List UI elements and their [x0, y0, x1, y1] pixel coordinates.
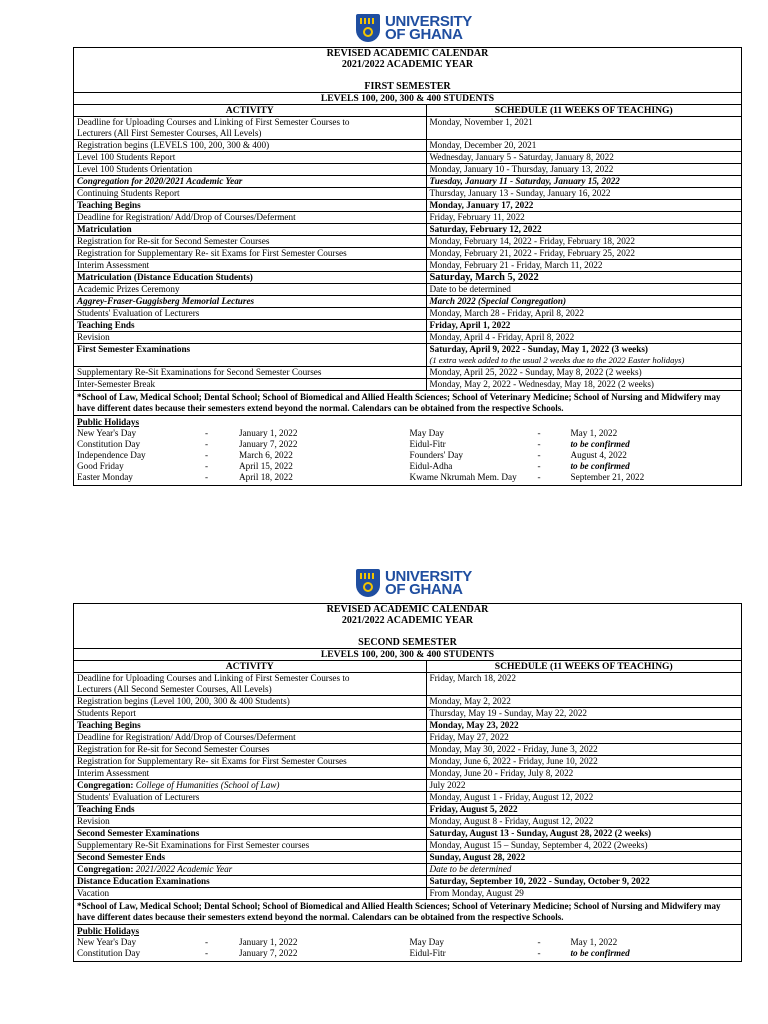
schedule-cell: [426, 200, 741, 212]
schedule-text: Friday, May 27, 2022: [429, 732, 509, 742]
table-row: [74, 673, 741, 696]
schedule-text: Monday, January 10 - Thursday, January 13, 2022: [429, 164, 614, 174]
holiday-dash: -: [537, 472, 541, 482]
table-row: [74, 852, 741, 864]
activity-detail: 2021/2022 Academic Year: [133, 864, 233, 874]
holiday-dash: -: [205, 937, 209, 947]
table-row: [74, 164, 741, 176]
activity-text: Aggrey-Fraser-Guggisberg Memorial Lectures: [77, 296, 255, 306]
table-row: [74, 248, 741, 260]
table-row: [74, 379, 741, 391]
activity-text: Students' Evaluation of Lecturers: [77, 792, 200, 802]
activity-cell: [74, 248, 426, 260]
schedule-cell: [426, 708, 741, 720]
schedule-cell: [426, 320, 741, 332]
holiday-name: New Year's Day: [77, 428, 137, 438]
table-row: [74, 200, 741, 212]
activity-cell: [74, 379, 426, 391]
holiday-name: Eidul-Fitr: [409, 948, 446, 958]
schedule-text: March 2022 (Special Congregation): [429, 296, 567, 306]
schedule-cell: [426, 164, 741, 176]
table-row: [74, 224, 741, 236]
activity-text: Registration for Re-sit for Second Semester Courses: [77, 744, 270, 754]
schedule-cell: [426, 272, 741, 284]
table-header: [74, 661, 741, 673]
schedule-text: Thursday, January 13 - Sunday, January 16, 2022: [429, 188, 611, 198]
schedule-cell: [426, 308, 741, 320]
activity-text: Second Semester Examinations: [77, 828, 200, 838]
table-row: [74, 296, 741, 308]
activity-cell: [74, 164, 426, 176]
holiday-dash: -: [205, 472, 209, 482]
activity-text: Teaching Begins: [77, 200, 141, 210]
schedule-cell: [426, 296, 741, 308]
activity-cell: [74, 804, 426, 816]
schedule-cell: [426, 744, 741, 756]
schedule-text: Date to be determined: [429, 284, 511, 294]
table-row: [74, 344, 741, 367]
activity-cell: [74, 816, 426, 828]
activity-label: Congregation:: [77, 780, 134, 790]
activity-text: Registration for Re-sit for Second Semester Courses: [77, 236, 270, 246]
university-logo: [356, 14, 472, 42]
table-row: [74, 840, 741, 852]
activity-text: Academic Prizes Ceremony: [77, 284, 180, 294]
holiday-date: to be confirmed: [570, 461, 630, 471]
table-row: [74, 320, 741, 332]
activity-text: Deadline for Registration/ Add/Drop of Courses/Deferment: [77, 212, 296, 222]
calendar-title: REVISED ACADEMIC CALENDAR: [326, 604, 489, 615]
schedule-cell: [426, 852, 741, 864]
holiday-dash: -: [205, 439, 209, 449]
table-row: [74, 140, 741, 152]
holiday-name: Good Friday: [77, 461, 124, 471]
activity-cell: [74, 744, 426, 756]
schedule-cell: [426, 188, 741, 200]
schedule-cell: [426, 673, 741, 696]
schedule-cell: [426, 224, 741, 236]
activity-cell: [74, 780, 426, 792]
activity-text: Revision: [77, 332, 110, 342]
academic-year: 2021/2022 ACADEMIC YEAR: [341, 615, 474, 626]
schedule-cell: [426, 804, 741, 816]
schedule-cell: [426, 248, 741, 260]
schedule-text: Sunday, August 28, 2022: [429, 852, 526, 862]
activity-text: Teaching Begins: [77, 720, 141, 730]
schedule-text: Wednesday, January 5 - Saturday, January 8, 2022: [429, 152, 614, 162]
holiday-row: [410, 461, 739, 472]
holiday-date: April 18, 2022: [239, 472, 293, 482]
holiday-name: Constitution Day: [77, 439, 141, 449]
holiday-row: [77, 439, 406, 450]
holiday-name: Independence Day: [77, 450, 146, 460]
activity-label: Congregation:: [77, 864, 134, 874]
schedule-cell: [426, 367, 741, 379]
schedule-text: Monday, April 4 - Friday, April 8, 2022: [429, 332, 575, 342]
levels-heading: LEVELS 100, 200, 300 & 400 STUDENTS: [74, 92, 741, 104]
schedule-text: Monday, June 6, 2022 - Friday, June 10, 2022: [429, 756, 598, 766]
holiday-name: Eidul-Adha: [409, 461, 453, 471]
schedule-note: (1 extra week added to the usual 2 weeks due to the 2022 Easter holidays): [429, 355, 685, 365]
semester-title: SECOND SEMESTER: [358, 637, 457, 648]
table-row: [74, 308, 741, 320]
activity-cell: [74, 876, 426, 888]
holiday-name: Founders' Day: [409, 450, 463, 460]
schedule-text: Monday, June 20 - Friday, July 8, 2022: [429, 768, 574, 778]
public-holidays: [74, 415, 741, 485]
logo-text: [385, 570, 472, 596]
schedule-cell: [426, 236, 741, 248]
activity-text: Continuing Students Report: [77, 188, 180, 198]
activity-text: Level 100 Students Report: [77, 152, 176, 162]
activity-text: First Semester Examinations: [77, 344, 191, 354]
holiday-row: [410, 937, 739, 948]
logo-text: [385, 15, 472, 41]
schedule-text: Monday, December 20, 2021: [429, 140, 537, 150]
activity-text: Teaching Ends: [77, 320, 135, 330]
activity-header: ACTIVITY: [74, 661, 426, 673]
schedule-cell: [426, 864, 741, 876]
academic-year: 2021/2022 ACADEMIC YEAR: [341, 59, 474, 70]
table-row: [74, 188, 741, 200]
table-row: [74, 212, 741, 224]
holiday-date: January 7, 2022: [239, 439, 298, 449]
activity-cell: [74, 792, 426, 804]
schedule-cell: [426, 732, 741, 744]
schedule-text: Saturday, March 5, 2022: [429, 272, 539, 283]
calendar-table: [74, 660, 741, 899]
holidays-right: [410, 417, 739, 483]
holiday-dash: -: [537, 948, 541, 958]
holiday-row: [410, 948, 739, 959]
table-row: [74, 876, 741, 888]
activity-cell: [74, 673, 426, 696]
activity-cell: [74, 152, 426, 164]
activity-cell: [74, 768, 426, 780]
schedule-cell: [426, 816, 741, 828]
holidays-left: [77, 926, 406, 959]
holiday-date: to be confirmed: [570, 948, 630, 958]
table-row: [74, 888, 741, 900]
logo-line-2: OF GHANA: [385, 581, 463, 598]
activity-text-line2: Lecturers (All Second Semester Courses, All Levels): [77, 684, 272, 694]
holiday-row: [77, 461, 406, 472]
schedule-text: Friday, February 11, 2022: [429, 212, 525, 222]
activity-cell: [74, 200, 426, 212]
holiday-date: April 15, 2022: [239, 461, 293, 471]
activity-cell: [74, 708, 426, 720]
holiday-name: Easter Monday: [77, 472, 133, 482]
activity-text: Inter-Semester Break: [77, 379, 156, 389]
activity-text: Interim Assessment: [77, 768, 150, 778]
table-row: [74, 744, 741, 756]
activity-cell: [74, 224, 426, 236]
schedule-cell: [426, 379, 741, 391]
table-row: [74, 332, 741, 344]
activity-text: Teaching Ends: [77, 804, 135, 814]
schedule-cell: [426, 720, 741, 732]
schedule-cell: [426, 792, 741, 804]
schedule-cell: [426, 117, 741, 140]
activity-cell: [74, 344, 426, 367]
activity-cell: [74, 852, 426, 864]
logo-line-1: UNIVERSITY: [385, 568, 473, 585]
activity-text: Registration begins (LEVELS 100, 200, 300 & 400): [77, 140, 270, 150]
activity-cell: [74, 260, 426, 272]
schedule-text: Monday, April 25, 2022 - Sunday, May 8, 2022 (2 weeks): [429, 367, 642, 377]
holiday-date: March 6, 2022: [239, 450, 293, 460]
activity-text: Supplementary Re-Sit Examinations for Second Semester Courses: [77, 367, 322, 377]
activity-cell: [74, 284, 426, 296]
activity-cell: [74, 840, 426, 852]
holiday-row: [77, 450, 406, 461]
holiday-dash: -: [537, 439, 541, 449]
schedule-text: Monday, November 1, 2021: [429, 117, 533, 127]
activity-detail: College of Humanities (School of Law): [133, 780, 280, 790]
activity-text-line2: Lecturers (All First Semester Courses, All Levels): [77, 128, 262, 138]
holiday-date: September 21, 2022: [570, 472, 645, 482]
table-row: [74, 720, 741, 732]
holiday-name: Kwame Nkrumah Mem. Day: [409, 472, 517, 482]
schedule-text: Saturday, September 10, 2022 - Sunday, October 9, 2022: [429, 876, 650, 886]
activity-text: Vacation: [77, 888, 110, 898]
holiday-date: January 1, 2022: [239, 937, 298, 947]
activity-cell: [74, 828, 426, 840]
semester-title: FIRST SEMESTER: [364, 81, 451, 92]
holiday-row: [410, 439, 739, 450]
table-row: [74, 367, 741, 379]
activity-text: Level 100 Students Orientation: [77, 164, 193, 174]
schedule-text: Monday, August 8 - Friday, August 12, 2022: [429, 816, 594, 826]
activity-cell: [74, 296, 426, 308]
table-row: [74, 176, 741, 188]
activity-cell: [74, 332, 426, 344]
activity-cell: [74, 140, 426, 152]
activity-cell: [74, 864, 426, 876]
table-row: [74, 816, 741, 828]
table-row: [74, 768, 741, 780]
holidays-right: [410, 926, 739, 959]
activity-text: Deadline for Uploading Courses and Linking of First Semester Courses to: [77, 117, 350, 127]
holiday-dash: -: [537, 450, 541, 460]
activity-cell: [74, 117, 426, 140]
activity-text: Distance Education Examinations: [77, 876, 210, 886]
activity-text: Registration begins (Level 100, 200, 300 & 400 Students): [77, 696, 290, 706]
schedule-text: Monday, February 21 - Friday, March 11, 2022: [429, 260, 603, 270]
holiday-dash: -: [205, 948, 209, 958]
schedule-cell: [426, 176, 741, 188]
schedule-cell: [426, 768, 741, 780]
holiday-dash: -: [537, 428, 541, 438]
schedule-text: Saturday, August 13 - Sunday, August 28, 2022 (2 weeks): [429, 828, 652, 838]
holiday-row: [77, 428, 406, 439]
activity-cell: [74, 320, 426, 332]
holidays-left: [77, 417, 406, 483]
activity-cell: [74, 188, 426, 200]
table-row: [74, 272, 741, 284]
schedule-cell: [426, 260, 741, 272]
schedule-header: SCHEDULE (11 WEEKS OF TEACHING): [426, 661, 741, 673]
schedule-text: Friday, April 1, 2022: [429, 320, 511, 330]
schedule-cell: [426, 876, 741, 888]
activity-cell: [74, 756, 426, 768]
schedule-text: Monday, February 21, 2022 - Friday, February 25, 2022: [429, 248, 635, 258]
table-row: [74, 236, 741, 248]
logo-line-2: OF GHANA: [385, 26, 463, 43]
table-row: [74, 732, 741, 744]
schedule-cell: [426, 332, 741, 344]
table-row: [74, 260, 741, 272]
activity-cell: [74, 696, 426, 708]
crest-icon: [356, 569, 380, 597]
holiday-date: May 1, 2022: [570, 937, 618, 947]
calendar-table: [74, 104, 741, 390]
activity-cell: [74, 367, 426, 379]
activity-text: Students Report: [77, 708, 136, 718]
holiday-name: May Day: [409, 937, 444, 947]
schedule-cell: [426, 888, 741, 900]
schedule-text: Thursday, May 19 - Sunday, May 22, 2022: [429, 708, 588, 718]
levels-heading: LEVELS 100, 200, 300 & 400 STUDENTS: [74, 648, 741, 660]
table-header: [74, 105, 741, 117]
table-row: [74, 117, 741, 140]
schools-note: *School of Law, Medical School; Dental School; School of Biomedical and Allied Health Sciences; School of Veterinary Medicine; School of Nursing and Midwifery may have different dates because their semesters extend beyond the normal. Calendars can be obtained from the respective Schools.: [74, 390, 741, 415]
holiday-row: [410, 450, 739, 461]
holiday-row: [77, 937, 406, 948]
holiday-row: [77, 948, 406, 959]
activity-text: Interim Assessment: [77, 260, 150, 270]
schedule-cell: [426, 284, 741, 296]
schedule-cell: [426, 140, 741, 152]
activity-cell: [74, 888, 426, 900]
activity-text: Students' Evaluation of Lecturers: [77, 308, 200, 318]
activity-cell: [74, 176, 426, 188]
activity-header: ACTIVITY: [74, 105, 426, 117]
schedule-text: Monday, January 17, 2022: [429, 200, 534, 210]
holiday-name: Constitution Day: [77, 948, 141, 958]
crest-icon: [356, 14, 380, 42]
schedule-cell: [426, 840, 741, 852]
holidays-title: Public Holidays: [77, 417, 140, 427]
schools-note: *School of Law, Medical School; Dental School; School of Biomedical and Allied Health Sciences; School of Veterinary Medicine; School of Nursing and Midwifery may have different dates because their semesters extend beyond the normal. Calendars can be obtained from the respective Schools.: [74, 899, 741, 924]
activity-cell: [74, 236, 426, 248]
holiday-row: [410, 472, 739, 483]
holiday-row: [77, 472, 406, 483]
schedule-cell: [426, 696, 741, 708]
table-row: [74, 708, 741, 720]
schedule-cell: [426, 780, 741, 792]
holiday-name: May Day: [409, 428, 444, 438]
schedule-cell: [426, 828, 741, 840]
schedule-text: Friday, August 5, 2022: [429, 804, 518, 814]
schedule-text: Monday, August 1 - Friday, August 12, 2022: [429, 792, 594, 802]
schedule-text: From Monday, August 29: [429, 888, 524, 898]
activity-text: Deadline for Uploading Courses and Linking of First Semester Courses to: [77, 673, 350, 683]
holiday-dash: -: [537, 461, 541, 471]
logo-line-1: UNIVERSITY: [385, 13, 473, 30]
calendar-title: REVISED ACADEMIC CALENDAR: [326, 48, 489, 59]
table-row: [74, 780, 741, 792]
holiday-date: August 4, 2022: [570, 450, 627, 460]
holiday-date: May 1, 2022: [570, 428, 618, 438]
schedule-text: Monday, May 30, 2022 - Friday, June 3, 2022: [429, 744, 598, 754]
schedule-text: Monday, May 2, 2022: [429, 696, 511, 706]
holiday-date: January 1, 2022: [239, 428, 298, 438]
schedule-text: Saturday, April 9, 2022 - Sunday, May 1, 2022 (3 weeks): [429, 344, 648, 354]
schedule-text: Monday, August 15 – Sunday, September 4, 2022 (2weeks): [429, 840, 648, 850]
holiday-date: to be confirmed: [570, 439, 630, 449]
schedule-cell: [426, 756, 741, 768]
first-semester-calendar: [73, 47, 742, 486]
activity-cell: [74, 732, 426, 744]
schedule-text: Date to be determined: [429, 864, 512, 874]
activity-cell: [74, 720, 426, 732]
activity-text: Second Semester Ends: [77, 852, 166, 862]
table-row: [74, 828, 741, 840]
table-row: [74, 696, 741, 708]
schedule-text: Friday, March 18, 2022: [429, 673, 516, 683]
holiday-dash: -: [537, 937, 541, 947]
schedule-header: SCHEDULE (11 WEEKS OF TEACHING): [426, 105, 741, 117]
activity-cell: [74, 212, 426, 224]
holiday-date: January 7, 2022: [239, 948, 298, 958]
activity-text: Congregation for 2020/2021 Academic Year: [77, 176, 243, 186]
holiday-name: New Year's Day: [77, 937, 137, 947]
schedule-text: Monday, March 28 - Friday, April 8, 2022: [429, 308, 584, 318]
holiday-name: Eidul-Fitr: [409, 439, 446, 449]
public-holidays: [74, 924, 741, 961]
activity-text: Deadline for Registration/ Add/Drop of Courses/Deferment: [77, 732, 296, 742]
holiday-dash: -: [205, 428, 209, 438]
schedule-text: Monday, May 2, 2022 - Wednesday, May 18, 2022 (2 weeks): [429, 379, 654, 389]
activity-text: Supplementary Re-Sit Examinations for First Semester courses: [77, 840, 310, 850]
activity-text: Revision: [77, 816, 110, 826]
table-row: [74, 792, 741, 804]
activity-text: Registration for Supplementary Re- sit Exams for First Semester Courses: [77, 248, 347, 258]
table-row: [74, 284, 741, 296]
holiday-dash: -: [205, 461, 209, 471]
table-row: [74, 152, 741, 164]
activity-text: Matriculation: [77, 224, 132, 234]
activity-cell: [74, 308, 426, 320]
holiday-row: [410, 428, 739, 439]
second-semester-calendar: [73, 603, 742, 962]
schedule-cell: [426, 212, 741, 224]
holidays-title: Public Holidays: [77, 926, 140, 936]
university-logo-2: [356, 569, 472, 597]
table-row: [74, 756, 741, 768]
schedule-text: July 2022: [429, 780, 466, 790]
schedule-cell: [426, 152, 741, 164]
table-row: [74, 804, 741, 816]
holiday-dash: -: [205, 450, 209, 460]
schedule-text: Monday, May 23, 2022: [429, 720, 519, 730]
activity-text: Matriculation (Distance Education Students): [77, 272, 253, 282]
activity-text: Registration for Supplementary Re- sit Exams for First Semester Courses: [77, 756, 347, 766]
schedule-cell: [426, 344, 741, 367]
schedule-text: Saturday, February 12, 2022: [429, 224, 542, 234]
schedule-text: Monday, February 14, 2022 - Friday, February 18, 2022: [429, 236, 635, 246]
activity-cell: [74, 272, 426, 284]
schedule-text: Tuesday, January 11 - Saturday, January 15, 2022: [429, 176, 620, 186]
table-row: [74, 864, 741, 876]
